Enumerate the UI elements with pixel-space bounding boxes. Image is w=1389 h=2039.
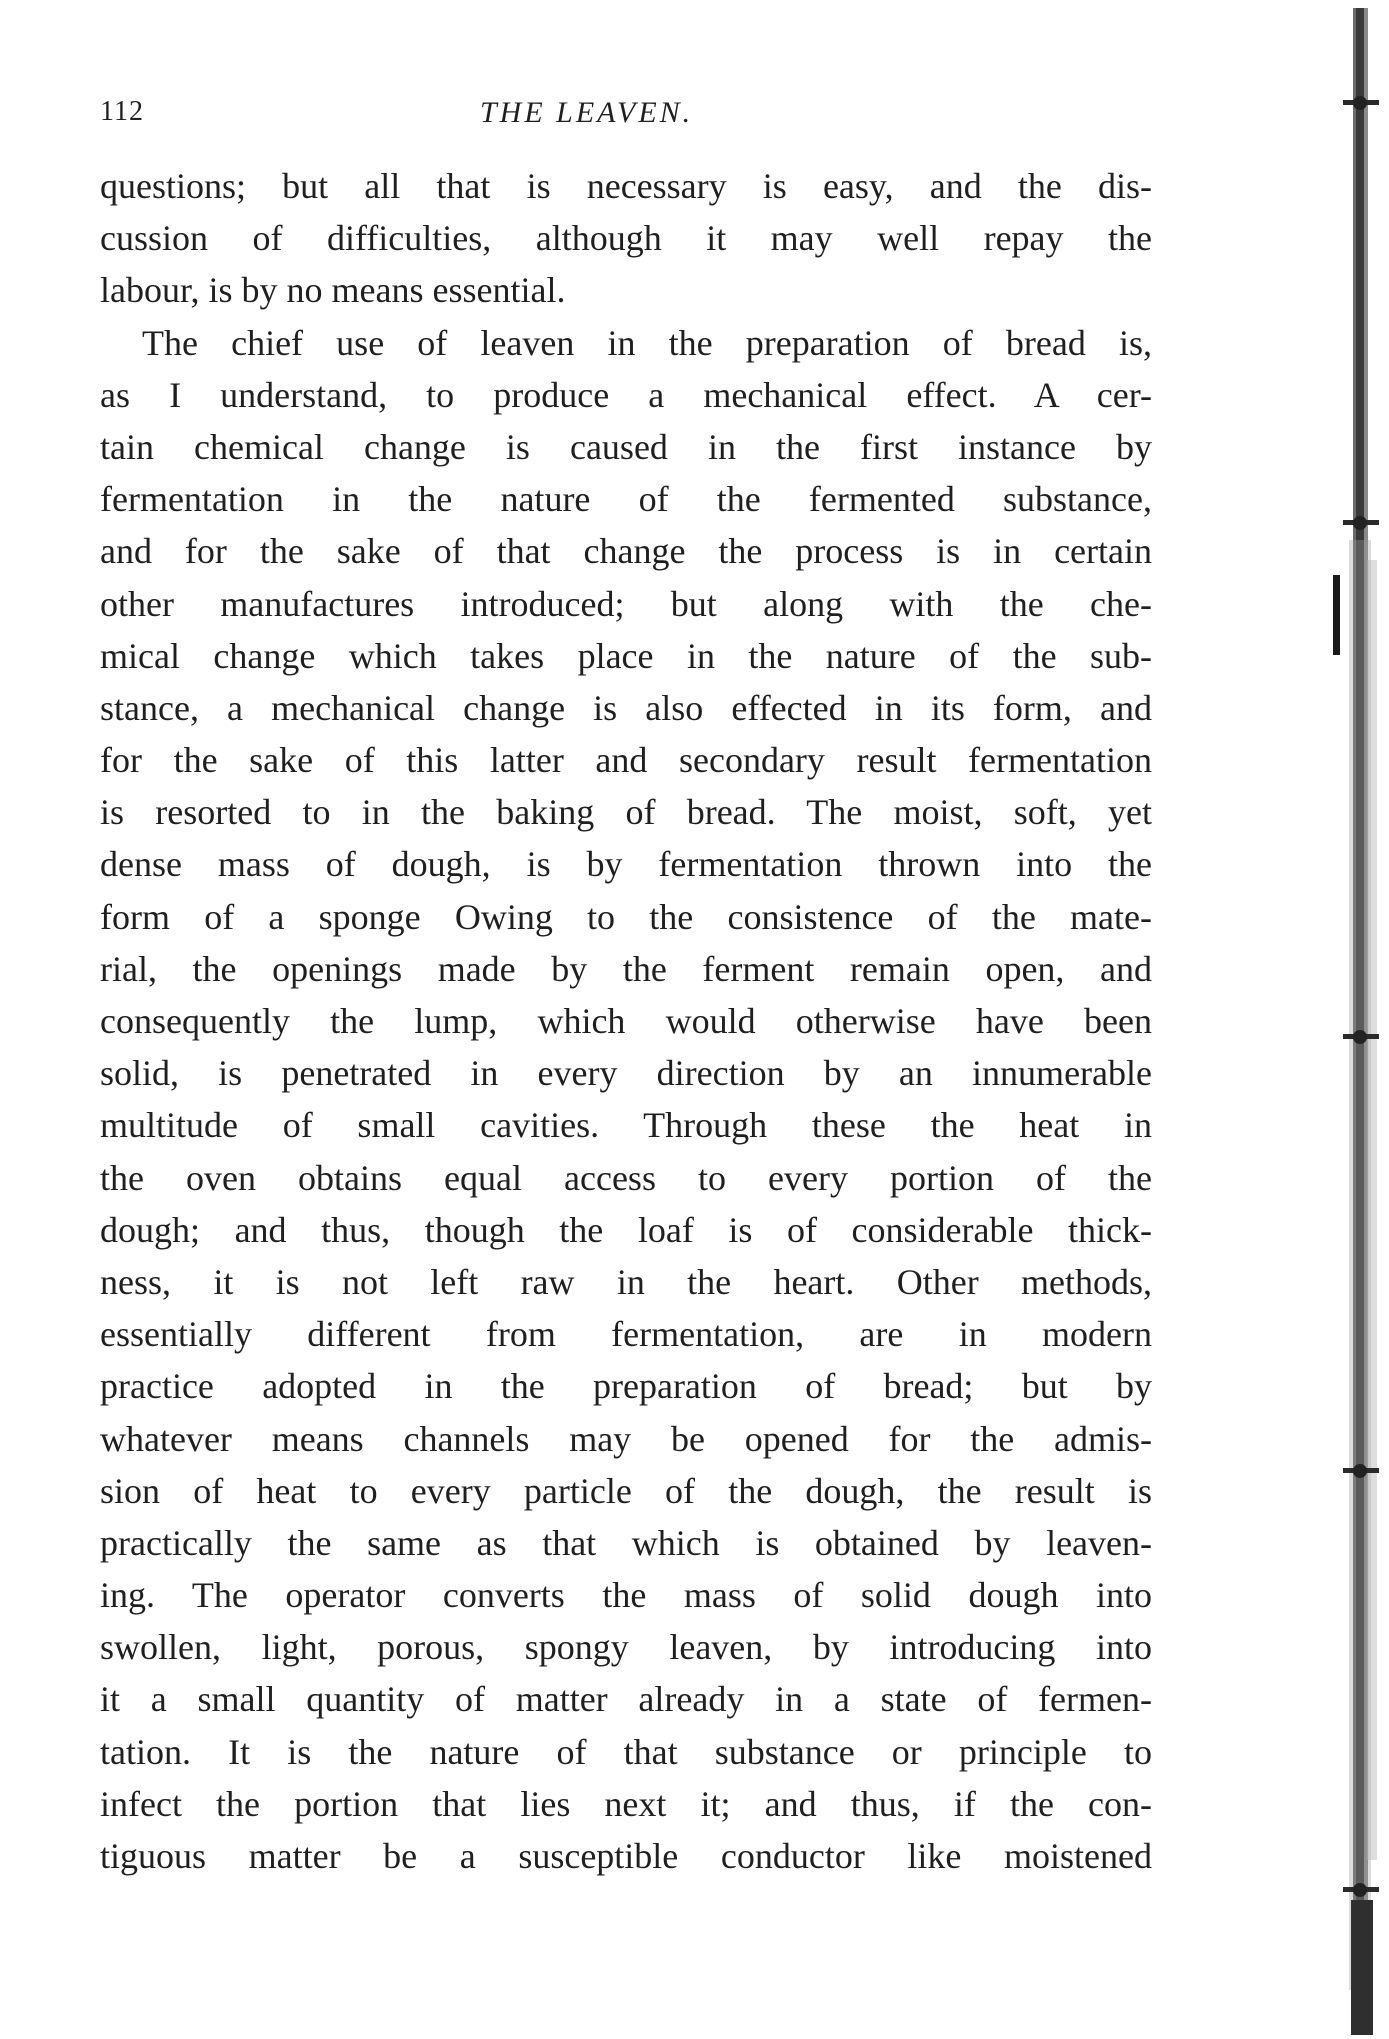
- text-line: consequently the lump, which would otherwise have been: [100, 1001, 1152, 1041]
- text-line: multitude of small cavities. Through these the heat in: [100, 1105, 1152, 1146]
- text-line: dough; and thus, though the loaf is of considerable thick-: [100, 1209, 1152, 1250]
- text-line: whatever means channels may be opened for the admis-: [100, 1418, 1152, 1459]
- text-line: tain chemical change is caused in the first instance by: [100, 426, 1152, 467]
- text-line: The chief use of leaven in the preparation of bread is,: [142, 322, 1152, 363]
- body-text: [100, 160, 1152, 1882]
- binding-edge: [1329, 0, 1389, 2039]
- text-line: dense mass of dough, is by fermentation thrown into the: [100, 844, 1152, 885]
- text-line: ness, it is not left raw in the heart. Other methods,: [100, 1261, 1152, 1302]
- text-line: for the sake of this latter and secondary result fermentation: [100, 740, 1152, 781]
- text-line: questions; but all that is necessary is easy, and the dis-: [100, 166, 1152, 206]
- text-line: tiguous matter be a susceptible conductor like moistened: [100, 1836, 1152, 1876]
- text-line: tation. It is the nature of that substance or principle to: [100, 1731, 1152, 1772]
- text-line: swollen, light, porous, spongy leaven, by introducing into: [100, 1627, 1152, 1668]
- text-line: infect the portion that lies next it; and thus, if the con-: [100, 1783, 1152, 1824]
- text-line: it a small quantity of matter already in a state of fermen-: [100, 1679, 1152, 1720]
- text-line: is resorted to in the baking of bread. The moist, soft, yet: [100, 792, 1152, 833]
- page-number: 112: [100, 96, 144, 127]
- text-line: mical change which takes place in the nature of the sub-: [100, 635, 1152, 676]
- text-line: and for the sake of that change the process is in certain: [100, 531, 1152, 572]
- text-line: essentially different from fermentation, are in modern: [100, 1314, 1152, 1355]
- text-line: solid, is penetrated in every direction by an innumerable: [100, 1053, 1152, 1094]
- text-line: the oven obtains equal access to every portion of the: [100, 1157, 1152, 1198]
- text-line: other manufactures introduced; but along with the che-: [100, 583, 1152, 624]
- text-line: sion of heat to every particle of the dough, the result is: [100, 1470, 1152, 1511]
- text-line: form of a sponge Owing to the consistence of the mate-: [100, 896, 1152, 937]
- running-title: THE LEAVEN.: [480, 96, 694, 129]
- text-line: rial, the openings made by the ferment remain open, and: [100, 948, 1152, 989]
- text-line: ing. The operator converts the mass of solid dough into: [100, 1575, 1152, 1616]
- text-line: practically the same as that which is obtained by leaven-: [100, 1522, 1152, 1563]
- text-line: cussion of difficulties, although it may well repay the: [100, 218, 1152, 259]
- running-head: [100, 96, 1150, 136]
- text-line: fermentation in the nature of the fermented substance,: [100, 479, 1152, 520]
- text-line: labour, is by no means essential.: [100, 270, 566, 311]
- text-line: as I understand, to produce a mechanical effect. A cer-: [100, 374, 1152, 415]
- text-line: practice adopted in the preparation of bread; but by: [100, 1366, 1152, 1407]
- text-line: stance, a mechanical change is also effected in its form, and: [100, 687, 1152, 728]
